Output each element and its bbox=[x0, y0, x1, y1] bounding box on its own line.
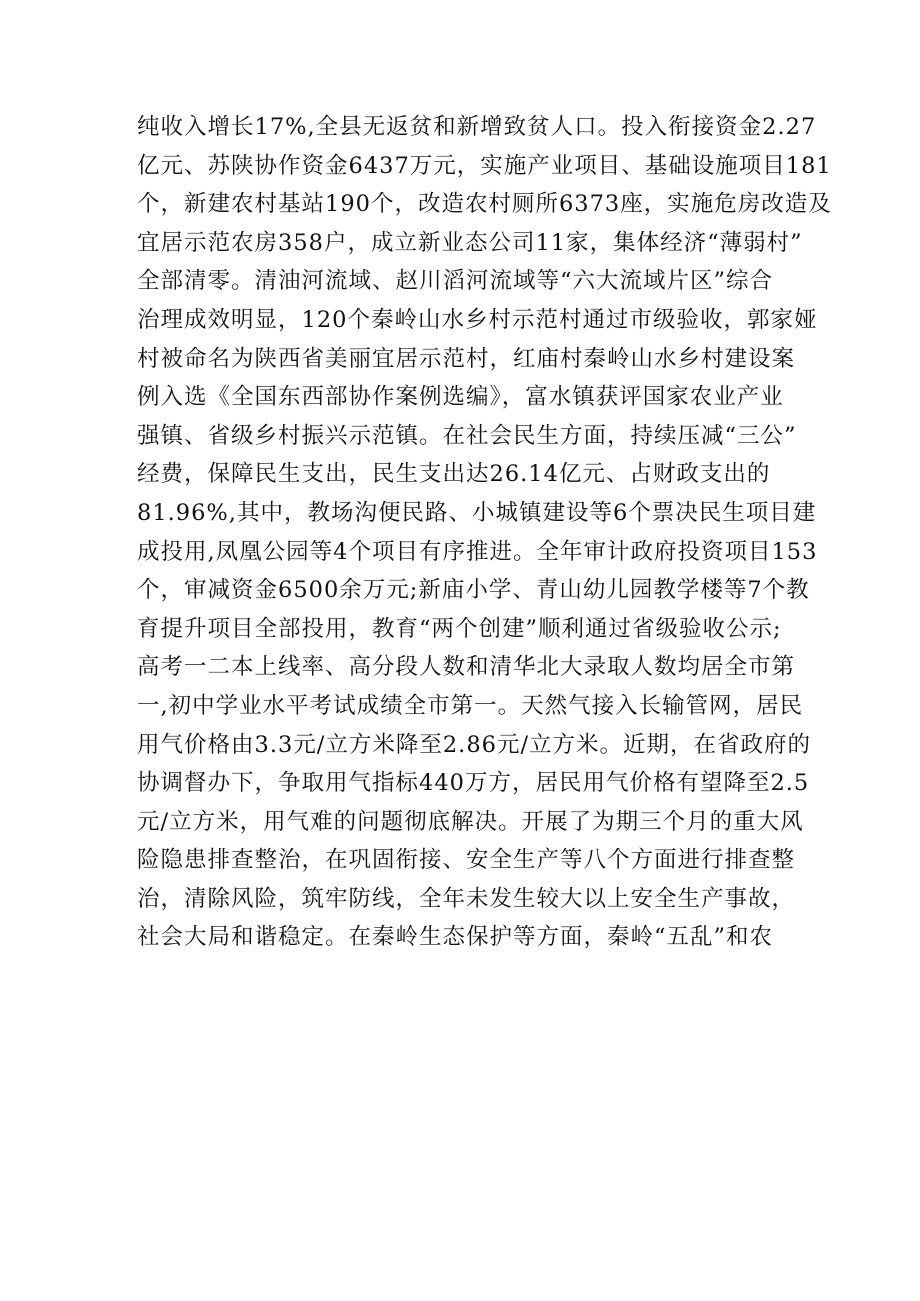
text-line: 亿元、苏陕协作资金6437万元，实施产业项目、基础设施项目181 bbox=[137, 152, 832, 179]
text-line: 经费，保障民生支出，民生支出达26.14亿元、占财政支出的 bbox=[137, 461, 771, 488]
text-line: 村被命名为陕西省美丽宜居示范村，红庙村秦岭山水乡村建设案 bbox=[137, 345, 796, 372]
text-line: 强镇、省级乡村振兴示范镇。在社会民生方面，持续压减“三公” bbox=[137, 422, 797, 449]
text-line: 育提升项目全部投用，教育“两个创建”顺利通过省级验收公示; bbox=[137, 615, 782, 642]
text-line: 纯收入增长17%,全县无返贫和新增致贫人口。投入衔接资金2.27 bbox=[137, 114, 817, 140]
text-line: 高考一二本上线率、高分段人数和清华北大录取人数均居全市第 bbox=[137, 654, 796, 681]
text-line: 个，审减资金6500余万元;新庙小学、青山幼儿园教学楼等7个教 bbox=[137, 577, 810, 604]
text-line: 治理成效明显，120个秦岭山水乡村示范村通过市级验收，郭家娅 bbox=[137, 306, 818, 333]
text-line: 社会大局和谐稳定。在秦岭生态保护等方面，秦岭“五乱”和农 bbox=[137, 924, 774, 951]
text-line: 治，清除风险，筑牢防线，全年未发生较大以上安全生产事故， bbox=[137, 885, 796, 912]
text-line: 元/立方米，用气难的问题彻底解决。开展了为期三个月的重大风 bbox=[137, 808, 804, 835]
text-line: 成投用,凤凰公园等4个项目有序推进。全年审计政府投资项目153 bbox=[137, 538, 818, 565]
text-line: 一,初中学业水平考试成绩全市第一。天然气接入长输管网，居民 bbox=[137, 692, 804, 719]
text-line: 例入选《全国东西部协作案例选编》，富水镇获评国家农业产业 bbox=[137, 384, 784, 411]
text-line: 全部清零。清油河流域、赵川滔河流域等“六大流域片区”综合 bbox=[137, 268, 774, 295]
text-line: 险隐患排查整治，在巩固衔接、安全生产等八个方面进行排查整 bbox=[137, 847, 796, 874]
text-line: 个，新建农村基站190个，改造农村厕所6373座，实施危房改造及 bbox=[137, 191, 832, 218]
body-paragraph bbox=[137, 108, 832, 957]
text-line: 宜居示范农房358户，成立新业态公司11家，集体经济“薄弱村” bbox=[137, 229, 803, 256]
text-line: 用气价格由3.3元/立方米降至2.86元/立方米。近期，在省政府的 bbox=[137, 731, 812, 758]
text-line: 81.96%,其中，教场沟便民路、小城镇建设等6个票决民生项目建 bbox=[137, 499, 817, 526]
text-line: 协调督办下，争取用气指标440万方，居民用气价格有望降至2.5 bbox=[137, 770, 810, 797]
